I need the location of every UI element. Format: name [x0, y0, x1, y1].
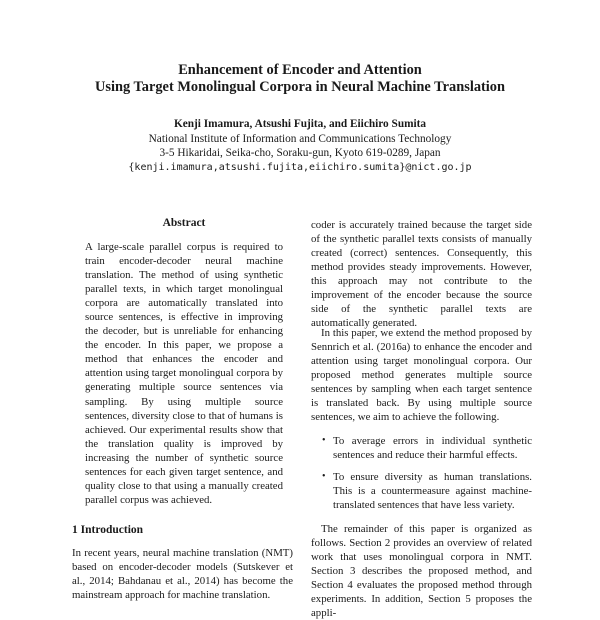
author-names: Kenji Imamura, Atsushi Fujita, and Eiichiro Sumita [173, 118, 427, 130]
introduction-heading: 1 Introduction [72, 524, 144, 536]
abstract-heading: Abstract [162, 217, 206, 229]
list-item [322, 470, 532, 512]
introduction-text: In recent years, neural machine translation (NMT) based on encoder-decoder models (Sutskever et al., 2014; Bahdanau et al., 2014) has become the mainstream approach for machine translation. [72, 547, 293, 602]
bullet-icon: • [322, 471, 326, 483]
right-paragraph-1: coder is accurately trained because the target side of the synthetic parallel texts consists of manually created (correct) sentences. Consequently, this method provides steady improvements. However, this approach may not contribute to the improvement of the encoder because the source side of the synthetic parallel texts are automatically generated. [311, 219, 532, 330]
affiliation: National Institute of Information and Communications Technology [148, 132, 452, 145]
bullet-text: To average errors in individual synthetic sentences and reduce their harmful effects. [333, 435, 532, 462]
title-line-1: Enhancement of Encoder and Attention [178, 62, 422, 78]
address: 3-5 Hikaridai, Seika-cho, Soraku-gun, Kyoto 619-0289, Japan [159, 147, 441, 159]
bullet-text: To ensure diversity as human translations. This is a countermeasure against machine-translated sentences that have less variety. [333, 471, 532, 512]
email: {kenji.imamura,atsushi.fujita,eiichiro.sumita}@nict.go.jp [128, 161, 472, 173]
bullet-icon: • [322, 435, 326, 446]
title-line-2: Using Target Monolingual Corpora in Neural Machine Translation [94, 79, 506, 95]
list-item [322, 434, 532, 462]
abstract-text: A large-scale parallel corpus is required to train encoder-decoder neural machine translation. The method of using synthetic parallel texts, in which target monolingual corpora are automatically translated into source sentences, is effective in improving the decoder, but is unreliable for enhancing the encoder. In this paper, we propose a method that enhances the encoder and attention using target monolingual corpora by generating multiple source sentences via sampling. By using multiple source sentences, diversity close to that of humans is achieved. Our experimental results show that the translation quality is improved by increasing the number of synthetic source sentences for each given target sentence, and quality close to that using a manually created parallel corpus was achieved. [85, 241, 283, 506]
goals-list [322, 434, 532, 520]
author-block [0, 117, 600, 175]
paper-title [0, 62, 600, 96]
right-paragraph-3: The remainder of this paper is organized as follows. Section 2 provides an overview of related work that uses monolingual corpora in NMT. Section 3 describes the proposed method, and Section 4 evaluates the proposed method through experiments. In addition, Section 5 proposes the appli- [311, 523, 532, 620]
right-paragraph-2: In this paper, we extend the method proposed by Sennrich et al. (2016a) to enhance the encoder and attention using target monolingual corpora. Our proposed method generates multiple source sentences by sampling when each target sentence is translated back. By using multiple source sentences, we aim to achieve the following. [311, 327, 532, 424]
